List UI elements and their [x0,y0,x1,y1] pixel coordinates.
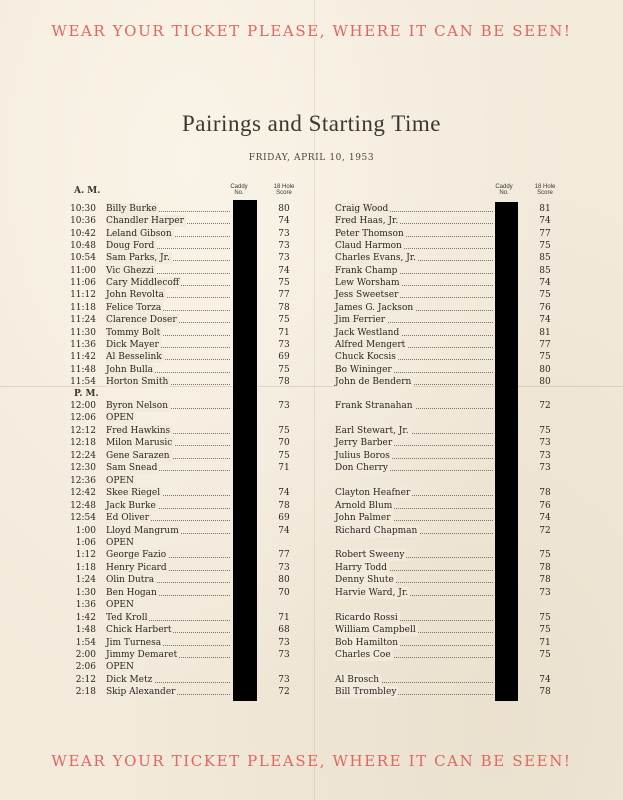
player-score: 77 [278,290,290,301]
pairing-row [0,512,623,524]
pairing-row [0,437,623,449]
pairing-row [0,450,623,462]
player-name: Skip Alexander [106,687,176,698]
partner-score: 76 [539,500,551,511]
partner-score: 74 [539,216,551,227]
am-section-label: A. M. [74,186,101,196]
tee-time: 1:36 [75,600,96,611]
player-name: Olin Dutra [106,575,155,586]
pairing-row [0,376,623,388]
pairing-row [0,400,623,412]
redaction-bar-caddy-left [233,200,257,701]
player-score: 78 [278,500,290,511]
partner-score: 78 [539,687,551,698]
partner-score: 75 [539,241,551,252]
player-score: 73 [278,241,290,252]
player-score: 73 [278,253,290,264]
player-score: 73 [278,339,290,350]
player-name: Skee Riegel [106,488,161,499]
partner-score: 75 [539,550,551,561]
partner-name: Al Brosch [335,674,380,685]
pairing-row [0,228,623,240]
player-name: Doug Ford [106,241,155,252]
pairing-row [0,327,623,339]
player-score: 68 [278,625,290,636]
tee-time: 1:00 [75,525,96,536]
player-name: George Fazio [106,550,167,561]
tee-time: 11:36 [70,339,96,350]
partner-name: Claud Harmon [335,241,402,252]
player-name: OPEN [106,537,134,548]
player-score: 78 [278,302,290,313]
partner-score: 72 [539,525,551,536]
player-score: 75 [278,425,290,436]
player-score: 75 [278,278,290,289]
pairing-row [0,289,623,301]
score-header-right: 18 Hole Score [534,184,556,196]
player-score: 80 [278,575,290,586]
player-name: Dick Mayer [106,339,159,350]
player-score: 78 [278,376,290,387]
tee-time: 12:00 [70,401,96,411]
partner-score: 75 [539,612,551,623]
pairing-row [0,624,623,636]
tee-time: 11:24 [70,315,96,326]
partner-name: Peter Thomson [335,228,404,239]
partner-score: 71 [539,637,551,648]
score-header-left: 18 Hole Score [273,184,295,196]
partner-score: 81 [539,204,551,214]
partner-name: Earl Stewart, Jr. [335,425,409,436]
player-name: Fred Hawkins [106,425,171,436]
partner-score: 75 [539,625,551,636]
player-name: Jimmy Demaret [106,650,178,660]
player-name: Ed Oliver [106,513,150,524]
player-score: 74 [278,525,290,536]
player-name: Clarence Doser [106,315,177,326]
tee-time: 10:48 [70,241,96,252]
partner-name: Clayton Heafner [335,488,411,499]
tee-time: 2:00 [75,650,96,660]
tee-time: 1:42 [75,612,96,623]
partner-name: Harvie Ward, Jr. [335,587,409,598]
player-score: 71 [278,327,290,338]
pairing-row [0,265,623,277]
partner-score: 74 [539,315,551,326]
partner-name: Bo Wininger [335,364,392,375]
banner-bottom: WEAR YOUR TICKET PLEASE, WHERE IT CAN BE SEEN! [51,752,572,770]
pairing-row [0,302,623,314]
tee-time: 11:06 [70,278,96,289]
pairing-row [0,252,623,264]
tee-time: 12:54 [70,513,96,524]
player-name: Leland Gibson [106,228,172,239]
tee-time: 12:42 [70,488,96,499]
partner-score: 76 [539,302,551,313]
tee-time: 10:36 [70,216,96,227]
page-title: Pairings and Starting Time [182,111,441,136]
partner-name: Ricardo Rossi [335,612,398,623]
partner-name: Bob Hamilton [335,637,398,648]
partner-score: 74 [539,278,551,289]
partner-name: John Palmer [335,513,391,524]
tee-time: 12:06 [70,413,96,424]
pairing-row [0,500,623,512]
partner-name: Jim Ferrier [335,315,386,326]
player-name: Felice Torza [106,302,162,313]
player-name: Sam Snead [106,463,158,474]
partner-name: John de Bendern [335,376,412,387]
player-score: 75 [278,315,290,326]
player-name: Jack Burke [106,500,156,511]
player-name: Chick Harbert [106,625,172,636]
partner-name: Denny Shute [335,575,394,586]
player-score: 70 [278,438,290,449]
player-name: Sam Parks, Jr. [106,253,170,264]
player-score: 73 [278,228,290,239]
pairing-row [0,549,623,561]
pairing-row [0,637,623,649]
caddy-header-right: Caddy No. [495,184,513,196]
partner-name: Chuck Kocsis [335,352,396,363]
player-score: 75 [278,364,290,375]
pairing-row [0,674,623,686]
tee-time: 1:12 [75,550,96,561]
partner-name: Charles Evans, Jr. [335,253,416,264]
pairing-row [0,599,623,611]
tee-time: 11:42 [70,352,96,363]
player-name: Dick Metz [106,674,153,685]
pm-section-label: P. M. [74,389,99,399]
pairing-row [0,364,623,376]
partner-name: Charles Coe [335,650,391,660]
tee-time: 10:54 [70,253,96,264]
player-name: Tommy Bolt [106,327,161,338]
tee-time: 1:30 [75,587,96,598]
pairing-row [0,425,623,437]
date-line: FRIDAY, APRIL 10, 1953 [248,153,375,163]
partner-name: Julius Boros [335,450,390,461]
partner-score: 73 [539,587,551,598]
player-name: Billy Burke [106,204,157,214]
pairing-row [0,203,623,215]
tee-time: 12:24 [70,450,96,461]
player-score: 70 [278,587,290,598]
partner-score: 75 [539,352,551,363]
pairing-row [0,537,623,549]
tee-time: 12:36 [70,475,96,486]
player-score: 74 [278,216,290,227]
partner-name: Robert Sweeny [335,550,405,561]
partner-score: 75 [539,290,551,301]
tee-time: 11:54 [70,376,96,387]
partner-name: Jack Westland [335,327,400,338]
player-name: Henry Picard [106,562,167,573]
partner-score: 77 [539,339,551,350]
player-score: 69 [278,352,290,363]
pairing-row [0,339,623,351]
tee-time: 1:18 [75,562,96,573]
partner-score: 73 [539,438,551,449]
partner-score: 78 [539,488,551,499]
pairing-row [0,462,623,474]
pairing-row [0,314,623,326]
pairing-row [0,587,623,599]
pairing-row [0,574,623,586]
player-score: 73 [278,401,290,411]
pairing-row [0,240,623,252]
player-name: Cary Middlecoff [106,278,180,289]
pairing-row [0,686,623,698]
player-name: Ted Kroll [106,612,148,623]
player-name: Lloyd Mangrum [106,525,179,536]
partner-name: Don Cherry [335,463,388,474]
player-name: John Revolta [106,290,164,301]
player-score: 73 [278,650,290,660]
player-name: OPEN [106,413,134,424]
tee-time: 1:48 [75,625,96,636]
tee-time: 11:30 [70,327,96,338]
partner-score: 73 [539,463,551,474]
tee-time: 11:00 [70,265,96,276]
player-score: 74 [278,488,290,499]
player-name: John Bulla [106,364,154,375]
caddy-header-left: Caddy No. [230,184,248,196]
partner-name: Richard Chapman [335,525,418,536]
tee-time: 11:48 [70,364,96,375]
partner-name: Bill Trombley [335,687,397,698]
partner-name: Harry Todd [335,562,388,573]
player-score: 73 [278,562,290,573]
partner-name: Arnold Blum [335,500,393,511]
partner-score: 73 [539,450,551,461]
tee-time: 12:48 [70,500,96,511]
partner-score: 75 [539,650,551,660]
pairing-row [0,277,623,289]
tee-time: 12:18 [70,438,96,449]
tee-time: 2:06 [75,662,96,673]
player-name: Al Besselink [106,352,162,363]
pairing-row [0,412,623,424]
partner-score: 74 [539,674,551,685]
pairing-row [0,562,623,574]
player-name: Byron Nelson [106,401,168,411]
player-score: 73 [278,637,290,648]
partner-score: 85 [539,253,551,264]
pairing-row [0,351,623,363]
player-name: Jim Turnesa [106,637,162,648]
player-score: 77 [278,550,290,561]
player-name: OPEN [106,662,134,673]
pairing-row [0,475,623,487]
tee-time: 11:12 [70,290,96,301]
player-name: Gene Sarazen [106,450,170,461]
player-score: 69 [278,513,290,524]
tee-time: 10:42 [70,228,96,239]
pairing-row [0,525,623,537]
player-score: 73 [278,674,290,685]
pairing-row [0,215,623,227]
partner-score: 80 [539,376,551,387]
tee-time: 2:18 [75,687,96,698]
partner-score: 78 [539,575,551,586]
player-score: 74 [278,265,290,276]
partner-score: 77 [539,228,551,239]
partner-score: 80 [539,364,551,375]
partner-name: Alfred Mengert [335,339,406,350]
player-name: OPEN [106,475,134,486]
partner-score: 81 [539,327,551,338]
pairing-row [0,612,623,624]
player-name: Chandler Harper [106,216,184,227]
tee-time: 11:18 [70,302,96,313]
pairing-row [0,487,623,499]
player-score: 71 [278,612,290,623]
pairing-row [0,661,623,673]
player-score: 72 [278,687,290,698]
redaction-bar-caddy-right [495,202,518,701]
partner-name: Jerry Barber [335,438,393,449]
player-name: Horton Smith [106,376,169,387]
tee-time: 1:54 [75,637,96,648]
partner-name: Jess Sweetser [335,290,399,301]
player-score: 75 [278,450,290,461]
tee-time: 2:12 [75,674,96,685]
partner-name: Fred Haas, Jr. [335,216,399,227]
player-name: OPEN [106,600,134,611]
partner-score: 78 [539,562,551,573]
tee-time: 10:30 [70,204,96,214]
player-name: Milon Marusic [106,438,173,449]
player-name: Vic Ghezzi [106,265,154,276]
player-score: 71 [278,463,290,474]
partner-score: 85 [539,265,551,276]
partner-name: Craig Wood [335,204,389,214]
tee-time: 12:12 [70,425,96,436]
tee-time: 12:30 [70,463,96,474]
tee-time: 1:06 [75,537,96,548]
partner-name: Lew Worsham [335,278,400,289]
tee-time: 1:24 [75,575,96,586]
partner-score: 74 [539,513,551,524]
partner-name: Frank Champ [335,265,398,276]
partner-score: 75 [539,425,551,436]
partner-name: Frank Stranahan [335,401,413,411]
banner-top: WEAR YOUR TICKET PLEASE, WHERE IT CAN BE SEEN! [51,22,572,40]
partner-score: 72 [539,401,551,411]
partner-name: James G. Jackson [335,302,414,313]
player-name: Ben Hogan [106,587,157,598]
pairing-row [0,649,623,661]
player-score: 80 [278,204,290,214]
partner-name: William Campbell [335,625,416,636]
